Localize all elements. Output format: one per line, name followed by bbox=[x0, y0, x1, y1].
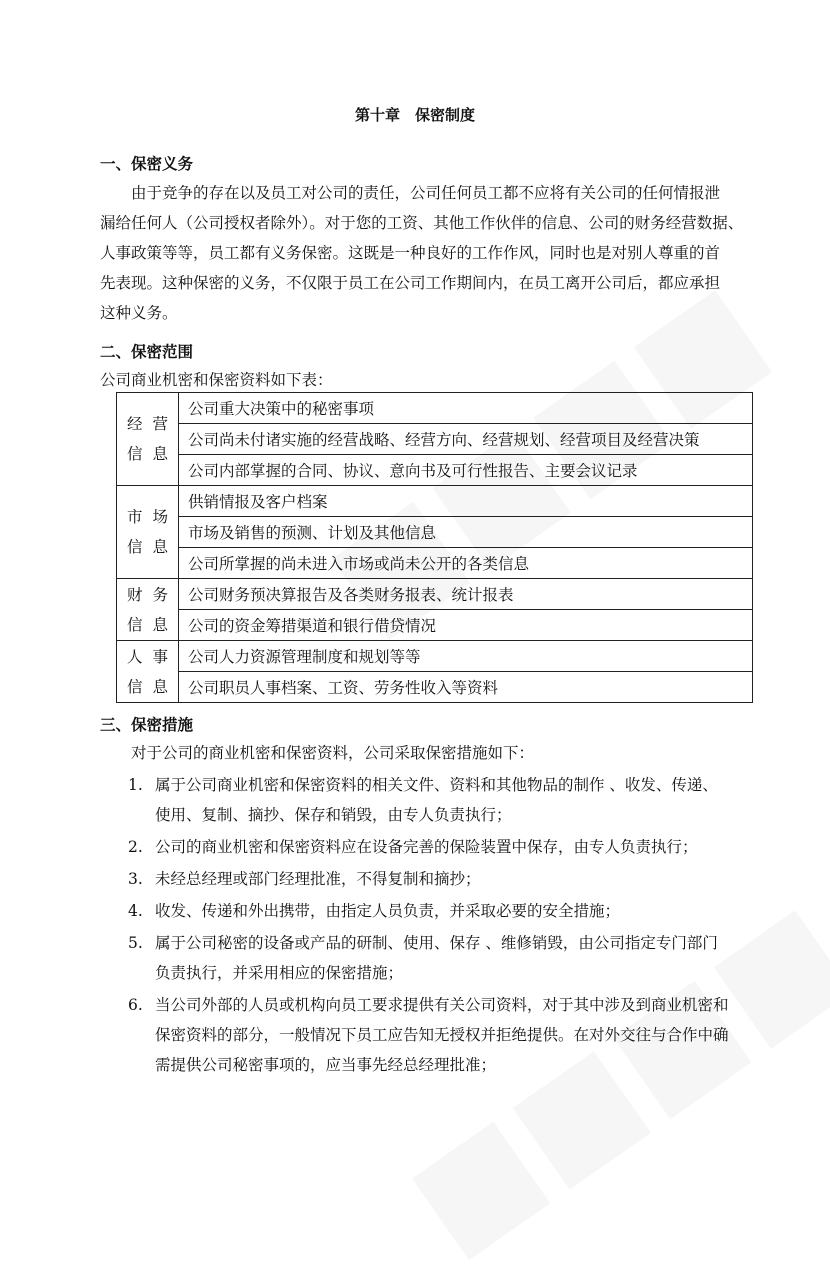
list-item: 6. 当公司外部的人员或机构向员工要求提供有关公司资料，对于其中涉及到商业机密和 保密资料的部分，一般情况下员工应告知无授权并拒绝提供。在对外交往与合作中确 需提供公司秘密事项的，应当事先经总经理批准； bbox=[128, 996, 729, 1074]
paragraph-line: 先表现。这种保密的义务，不仅限于员工在公司工作期间内，在员工离开公司后，都应承担 bbox=[100, 274, 721, 292]
list-item: 4. 收发、传递和外出携带，由指定人员负责，并采取必要的安全措施； bbox=[128, 902, 621, 920]
list-item: 5. 属于公司秘密的设备或产品的研制、使用、保存 、维修销毁，由公司指定专门部门 负责执行，并采用相应的保密措施； bbox=[128, 934, 718, 982]
list-item: 3. 未经总经理或部门经理批准，不得复制和摘抄； bbox=[128, 870, 481, 888]
paragraph-line: 由于竞争的存在以及员工对公司的责任，公司任何员工都不应将有关公司的任何情报泄 bbox=[131, 184, 721, 202]
table-cell: 公司人力资源管理制度和规划等等 bbox=[179, 641, 753, 672]
table-row bbox=[117, 393, 753, 424]
table-row bbox=[117, 517, 753, 548]
section-heading: 一、保密义务 bbox=[100, 155, 194, 173]
paragraph-line: 这种义务。 bbox=[100, 304, 178, 322]
category-cell: 经营 信息 bbox=[117, 393, 179, 486]
category-cell: 人事 信息 bbox=[117, 641, 179, 703]
section-heading: 二、保密范围 bbox=[100, 343, 194, 361]
chapter-title: 第十章 保密制度 bbox=[354, 106, 475, 124]
table-cell: 公司所掌握的尚未进入市场或尚未公开的各类信息 bbox=[179, 548, 753, 579]
table-cell: 公司的资金筹措渠道和银行借贷情况 bbox=[179, 610, 753, 641]
table-row bbox=[117, 610, 753, 641]
section-heading: 三、保密措施 bbox=[100, 716, 194, 734]
table-row bbox=[117, 486, 753, 517]
measures-intro: 对于公司的商业机密和保密资料，公司采取保密措施如下： bbox=[131, 744, 535, 762]
category-cell: 财务 信息 bbox=[117, 579, 179, 641]
table-row bbox=[117, 579, 753, 610]
table-row bbox=[117, 641, 753, 672]
list-item: 1. 属于公司商业机密和保密资料的相关文件、资料和其他物品的制作 、收发、传递、 使用、复制、摘抄、保存和销毁，由专人负责执行； bbox=[128, 776, 718, 824]
table-cell: 公司内部掌握的合同、协议、意向书及可行性报告、主要会议记录 bbox=[179, 455, 753, 486]
table-cell: 公司财务预决算报告及各类财务报表、统计报表 bbox=[179, 579, 753, 610]
table-intro: 公司商业机密和保密资料如下表： bbox=[100, 371, 333, 389]
measures-list bbox=[128, 770, 778, 1082]
list-item: 2. 公司的商业机密和保密资料应在设备完善的保险装置中保存，由专人负责执行； bbox=[128, 838, 698, 856]
category-cell: 市场 信息 bbox=[117, 486, 179, 579]
table-cell: 供销情报及客户档案 bbox=[179, 486, 753, 517]
confidential-scope-table bbox=[116, 392, 753, 703]
table-cell: 公司重大决策中的秘密事项 bbox=[179, 393, 753, 424]
table-cell: 市场及销售的预测、计划及其他信息 bbox=[179, 517, 753, 548]
table-cell: 公司尚未付诸实施的经营战略、经营方向、经营规划、经营项目及经营决策 bbox=[179, 424, 753, 455]
table-row bbox=[117, 424, 753, 455]
paragraph-line: 人事政策等等，员工都有义务保密。这既是一种良好的工作作风，同时也是对别人尊重的首 bbox=[100, 244, 721, 262]
table-cell: 公司职员人事档案、工资、劳务性收入等资料 bbox=[179, 672, 753, 703]
table-row bbox=[117, 548, 753, 579]
paragraph-line: 漏给任何人（公司授权者除外）。对于您的工资、其他工作伙伴的信息、公司的财务经营数据、 bbox=[100, 214, 744, 232]
table-row bbox=[117, 672, 753, 703]
table-row bbox=[117, 455, 753, 486]
paragraph bbox=[100, 178, 780, 328]
